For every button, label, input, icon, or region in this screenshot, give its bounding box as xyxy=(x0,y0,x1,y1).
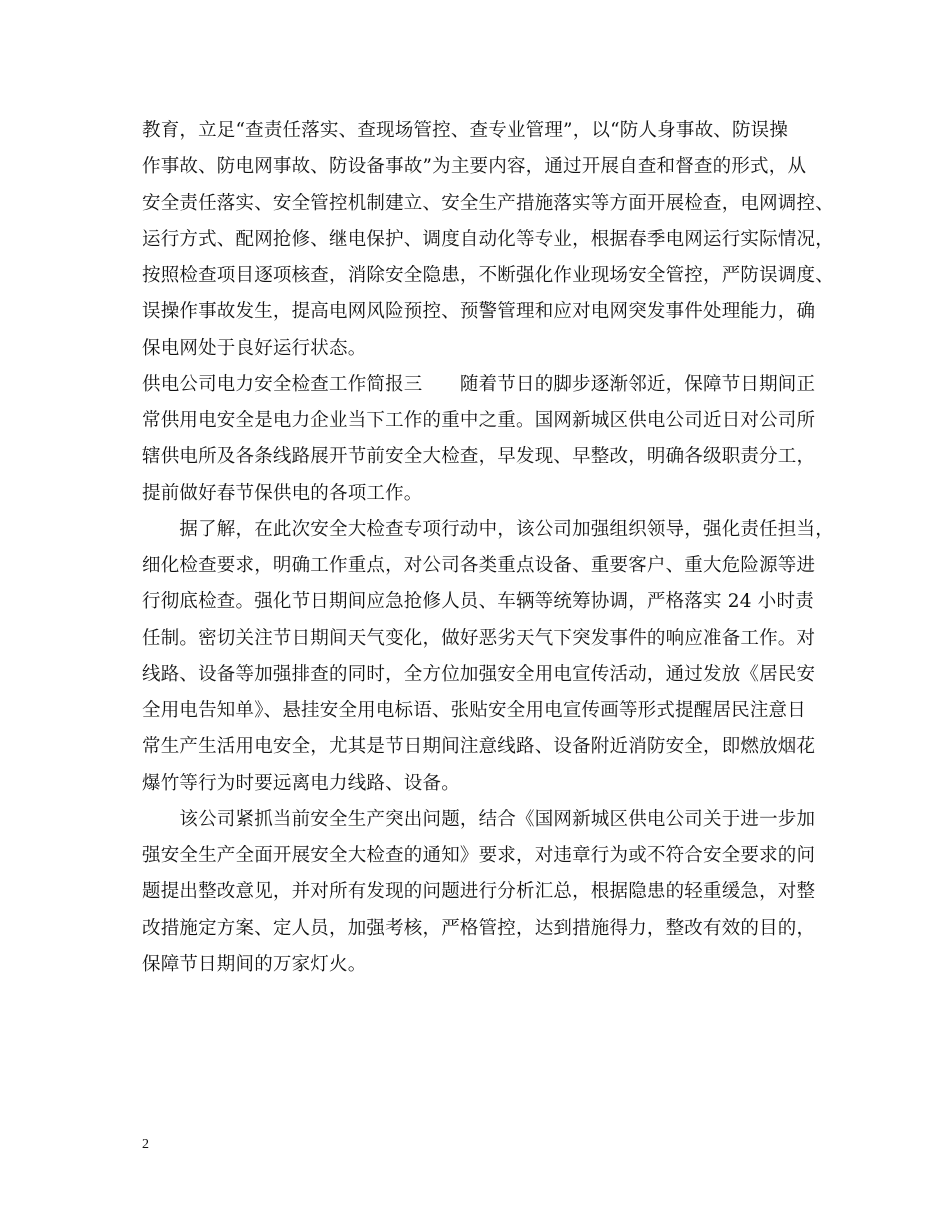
text-line: 任制。密切关注节日期间天气变化，做好恶劣天气下突发事件的响应准备工作。对 xyxy=(142,627,816,649)
text-line: 作事故、防电网事故、防设备事故”为主要内容，通过开展自查和督查的形式，从 xyxy=(142,156,807,178)
text-line: 提前做好春节保供电的各项工作。 xyxy=(142,482,423,504)
text-line: 误操作事故发生，提高电网风险预控、预警管理和应对电网突发事件处理能力，确 xyxy=(142,301,816,323)
text-line: 供电公司电力安全检查工作简报三 随着节日的脚步逐渐邻近，保障节日期间正 xyxy=(142,373,816,395)
text-line: 细化检查要求，明确工作重点，对公司各类重点设备、重要客户、重大危险源等进 xyxy=(142,555,816,576)
text-line: 题提出整改意见，并对所有发现的问题进行分析汇总，根据隐患的轻重缓急，对整 xyxy=(142,881,816,903)
text-line: 运行方式、配网抢修、继电保护、调度自动化等专业，根据春季电网运行实际情况， xyxy=(142,228,834,250)
text-line: 辖供电所及各条线路展开节前安全大检查，早发现、早整改，明确各级职责分工， xyxy=(142,446,816,468)
text-line: 常供用电安全是电力企业当下工作的重中之重。国网新城区供电公司近日对公司所 xyxy=(142,410,816,431)
text-line: 按照检查项目逐项核查，消除安全隐患，不断强化作业现场安全管控，严防误调度、 xyxy=(142,265,834,286)
text-line: 改措施定方案、定人员，加强考核，严格管控，达到措施得力，整改有效的目的， xyxy=(142,917,816,939)
text-line: 该公司紧抓当前安全生产突出问题，结合《国网新城区供电公司关于进一步加 xyxy=(142,808,816,830)
text-line: 保电网处于良好运行状态。 xyxy=(142,337,367,359)
text-line: 行彻底检查。强化节日期间应急抢修人员、车辆等统筹协调，严格落实 24 小时责 xyxy=(142,591,814,613)
text-line: 线路、设备等加强排查的同时，全方位加强安全用电宣传活动，通过发放《居民安 xyxy=(142,663,816,685)
text-line: 爆竹等行为时要远离电力线路、设备。 xyxy=(142,772,460,794)
text-line: 常生产生活用电安全，尤其是节日期间注意线路、设备附近消防安全，即燃放烟花 xyxy=(142,736,816,758)
page-number: 2 xyxy=(142,1137,149,1152)
text-line: 安全责任落实、安全管控机制建立、安全生产措施落实等方面开展检查，电网调控、 xyxy=(142,192,834,214)
text-line: 教育，立足“查责任落实、查现场管控、查专业管理”，以“防人身事故、防误操 xyxy=(142,120,789,141)
text-line: 保障节日期间的万家灯火。 xyxy=(142,953,367,975)
text-line: 全用电告知单》、悬挂安全用电标语、张贴安全用电宣传画等形式提醒居民注意日 xyxy=(142,700,806,721)
text-line: 强安全生产全面开展安全大检查的通知》要求，对违章行为或不符合安全要求的问 xyxy=(142,845,816,866)
text-line: 据了解，在此次安全大检查专项行动中，该公司加强组织领导，强化责任担当， xyxy=(142,518,834,540)
